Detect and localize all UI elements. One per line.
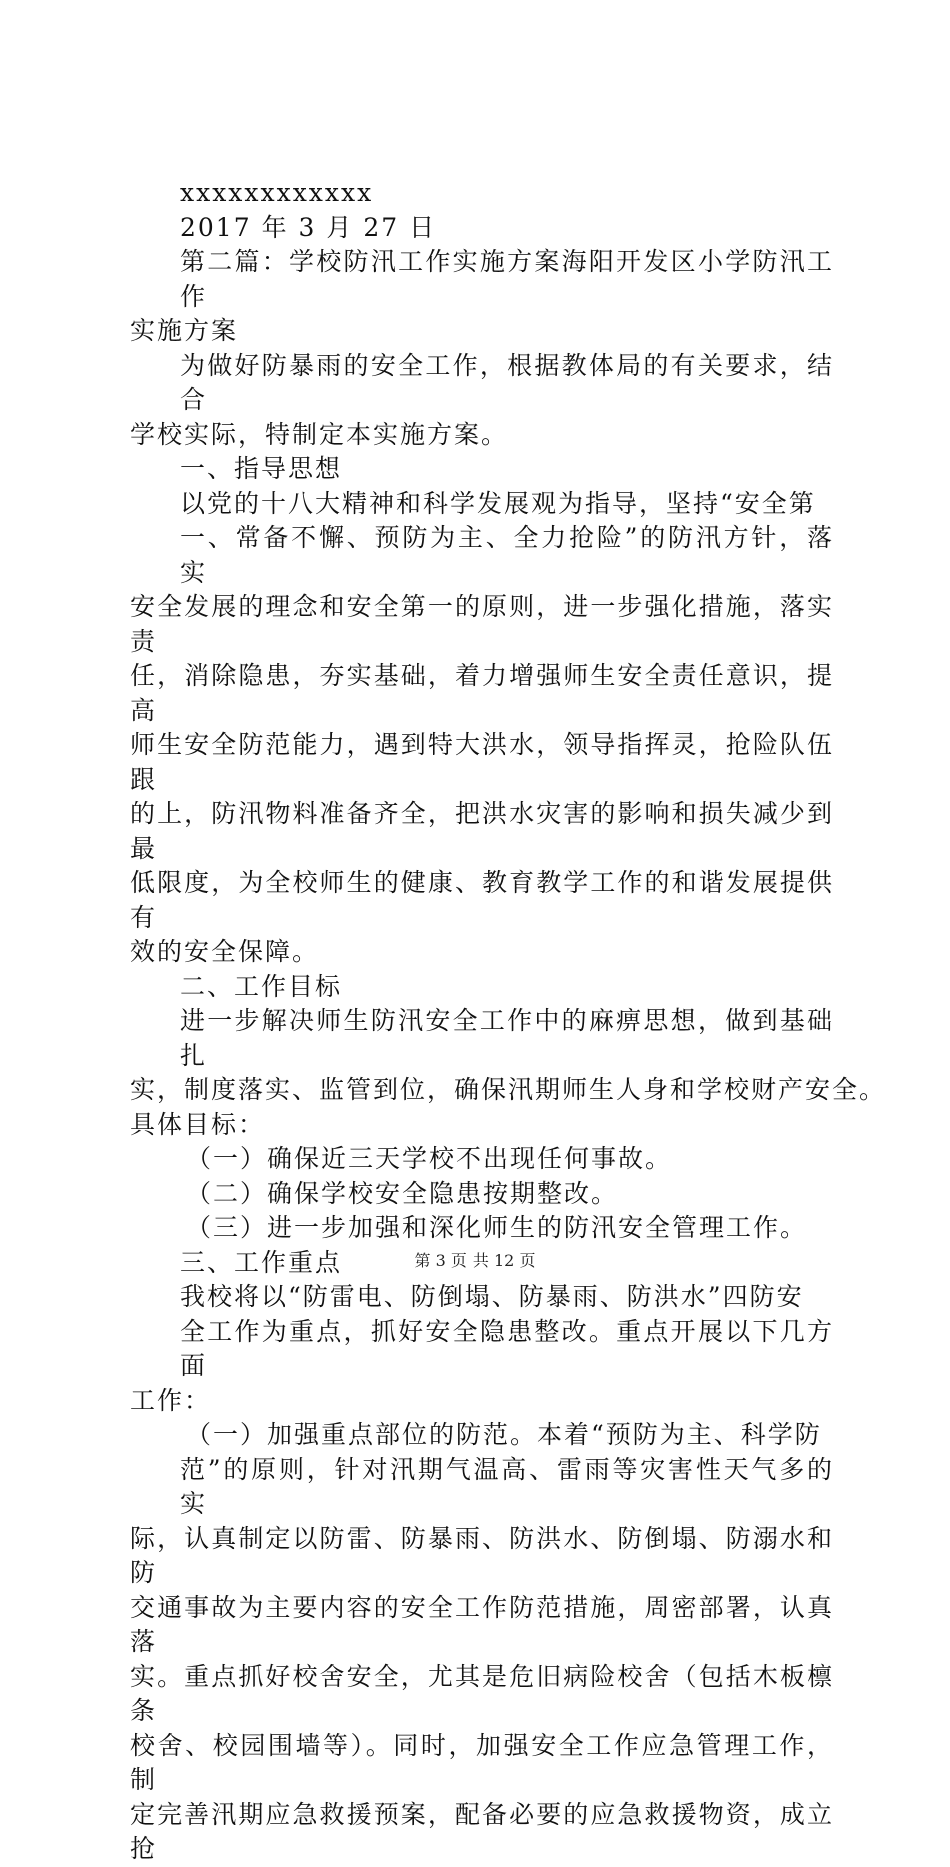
paragraph-line: 交通事故为主要内容的安全工作防范措施，周密部署，认真落 <box>130 1592 834 1656</box>
paragraph-line: 低限度，为全校师生的健康、教育教学工作的和谐发展提供有 <box>130 868 834 932</box>
paragraph-line: 校舍、校园围墙等）。同时，加强安全工作应急管理工作，制 <box>130 1730 834 1794</box>
paragraph-line: 我校将以“防雷电、防倒塌、防暴雨、防洪水”四防安 <box>180 1282 804 1311</box>
page-footer <box>0 1248 950 1271</box>
paragraph-line: 安全发展的理念和安全第一的原则，进一步强化措施，落实责 <box>130 592 834 656</box>
goal-item: （一）确保近三天学校不出现任何事故。 <box>186 1144 673 1173</box>
intro-paragraph-cont: 学校实际，特制定本实施方案。 <box>130 419 509 449</box>
paragraph-line: 定完善汛期应急救援预案，配备必要的应急救援物资，成立抢 <box>130 1799 834 1863</box>
intro-paragraph: 为做好防暴雨的安全工作，根据教体局的有关要求，结合 <box>180 350 834 414</box>
paragraph-line: 实。重点抓好校舍安全，尤其是危旧病险校舍（包括木板檩条 <box>130 1661 834 1725</box>
paragraph-line: 效的安全保障。 <box>130 937 320 966</box>
goal-item: （二）确保学校安全隐患按期整改。 <box>186 1178 619 1208</box>
page-total: 共 12 页 <box>472 1251 536 1270</box>
heading-work-focus: 三、工作重点 <box>180 1247 343 1277</box>
paragraph-line: 的上，防汛物料准备齐全，把洪水灾害的影响和损失减少到最 <box>130 799 834 863</box>
paragraph-line: 师生安全防范能力，遇到特大洪水，领导指挥灵，抢险队伍跟 <box>130 730 834 794</box>
section-title-cont: 实施方案 <box>130 316 239 345</box>
paragraph-line: 实，制度落实、监管到位，确保汛期师生人身和学校财产安全。 <box>130 1075 887 1104</box>
heading-guiding-thought: 一、指导思想 <box>180 454 343 483</box>
paragraph-line: 具体目标： <box>130 1109 266 1139</box>
goal-item: （三）进一步加强和深化师生的防汛安全管理工作。 <box>186 1213 808 1242</box>
signature-placeholder: xxxxxxxxxxxx <box>180 178 374 207</box>
page-number: 第 3 页 <box>414 1251 467 1270</box>
document-date: 2017 年 3 月 27 日 <box>180 212 437 242</box>
paragraph-line: 范”的原则，针对汛期气温高、雷雨等灾害性天气多的实 <box>180 1454 834 1518</box>
paragraph-line: 以党的十八大精神和科学发展观为指导，坚持“安全第 <box>180 488 816 518</box>
section-title: 第二篇：学校防汛工作实施方案海阳开发区小学防汛工作 <box>180 247 834 311</box>
paragraph-line: （一）加强重点部位的防范。本着“预防为主、科学防 <box>186 1420 822 1449</box>
paragraph-line: 际，认真制定以防雷、防暴雨、防洪水、防倒塌、防溺水和防 <box>130 1523 834 1587</box>
paragraph-line: 一、常备不懈、预防为主、全力抢险”的防汛方针，落实 <box>180 523 834 587</box>
paragraph-line: 全工作为重点，抓好安全隐患整改。重点开展以下几方面 <box>180 1316 834 1380</box>
paragraph-line: 工作： <box>130 1385 212 1415</box>
document-body <box>130 176 887 1867</box>
paragraph-line: 任，消除隐患，夯实基础，着力增强师生安全责任意识，提高 <box>130 661 834 725</box>
heading-work-goals: 二、工作目标 <box>180 971 343 1001</box>
paragraph-line: 进一步解决师生防汛安全工作中的麻痹思想，做到基础扎 <box>180 1006 834 1070</box>
